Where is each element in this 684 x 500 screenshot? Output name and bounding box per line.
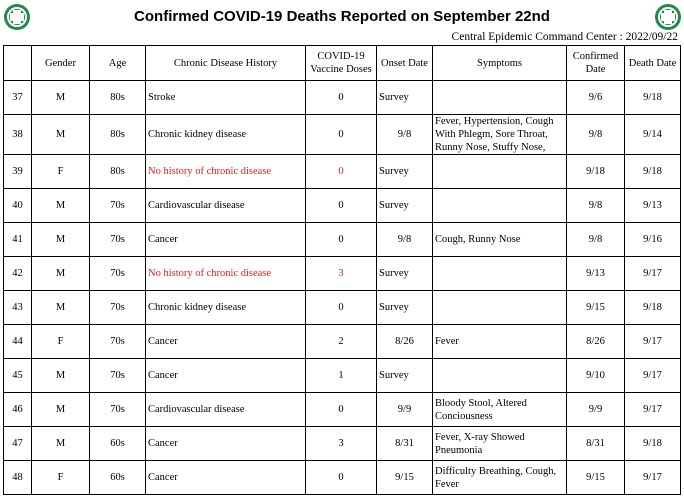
death-date-cell: 9/13 (625, 189, 681, 223)
doses-cell: 0 (306, 155, 377, 189)
gender-cell: M (32, 291, 90, 325)
row-number-cell: 40 (4, 189, 32, 223)
column-header-doses: COVID-19 Vaccine Doses (306, 46, 377, 81)
gender-cell: M (32, 359, 90, 393)
confirmed-date-cell: 9/10 (567, 359, 625, 393)
death-date-cell: 9/18 (625, 155, 681, 189)
row-number-cell: 39 (4, 155, 32, 189)
symptoms-cell: Cough, Runny Nose (433, 223, 567, 257)
source-line: Central Epidemic Command Center : 2022/09/22 (451, 31, 678, 43)
confirmed-date-cell: 9/18 (567, 155, 625, 189)
onset-cell: 9/8 (377, 115, 433, 155)
onset-cell: 9/8 (377, 223, 433, 257)
table-row (4, 393, 681, 427)
row-number-cell: 48 (4, 461, 32, 495)
table-row (4, 115, 681, 155)
age-cell: 70s (90, 359, 146, 393)
table-row (4, 189, 681, 223)
confirmed-date-cell: 9/15 (567, 461, 625, 495)
deaths-table (3, 45, 681, 495)
death-date-cell: 9/18 (625, 81, 681, 115)
row-number-cell: 47 (4, 427, 32, 461)
row-number-cell: 41 (4, 223, 32, 257)
gender-cell: F (32, 325, 90, 359)
history-cell: Chronic kidney disease (146, 291, 306, 325)
history-cell: Cancer (146, 223, 306, 257)
doses-cell: 0 (306, 291, 377, 325)
history-cell: Chronic kidney disease (146, 115, 306, 155)
onset-cell: Survey (377, 291, 433, 325)
onset-cell: 8/31 (377, 427, 433, 461)
symptoms-cell: Fever, Hypertension, Cough With Phlegm, Sore Throat, Runny Nose, Stuffy Nose, (433, 115, 567, 155)
doses-cell: 3 (306, 427, 377, 461)
symptoms-cell (433, 291, 567, 325)
table-row (4, 291, 681, 325)
age-cell: 80s (90, 155, 146, 189)
gender-cell: M (32, 81, 90, 115)
history-cell: Cancer (146, 427, 306, 461)
column-header-age: Age (90, 46, 146, 81)
table-row (4, 461, 681, 495)
row-number-cell: 37 (4, 81, 32, 115)
symptoms-cell: Fever, X-ray Showed Pneumonia (433, 427, 567, 461)
page-title: Confirmed COVID-19 Deaths Reported on September 22nd (134, 8, 550, 25)
row-number-cell: 45 (4, 359, 32, 393)
history-cell: Cancer (146, 325, 306, 359)
doses-cell: 0 (306, 115, 377, 155)
table-row (4, 81, 681, 115)
death-date-cell: 9/17 (625, 359, 681, 393)
onset-cell: Survey (377, 359, 433, 393)
confirmed-date-cell: 9/13 (567, 257, 625, 291)
doses-cell: 0 (306, 189, 377, 223)
symptoms-cell (433, 257, 567, 291)
gender-cell: M (32, 223, 90, 257)
history-cell: Cardiovascular disease (146, 393, 306, 427)
gender-cell: F (32, 155, 90, 189)
age-cell: 60s (90, 427, 146, 461)
column-header-onset: Onset Date (377, 46, 433, 81)
row-number-cell: 38 (4, 115, 32, 155)
onset-cell: Survey (377, 81, 433, 115)
doses-cell: 2 (306, 325, 377, 359)
onset-cell: Survey (377, 189, 433, 223)
doses-cell: 0 (306, 393, 377, 427)
onset-cell: Survey (377, 155, 433, 189)
onset-cell: 9/15 (377, 461, 433, 495)
death-date-cell: 9/17 (625, 257, 681, 291)
confirmed-date-cell: 8/26 (567, 325, 625, 359)
table-row (4, 427, 681, 461)
history-cell: Cancer (146, 359, 306, 393)
death-date-cell: 9/18 (625, 427, 681, 461)
row-number-cell: 43 (4, 291, 32, 325)
table-header-row (4, 46, 681, 81)
death-date-cell: 9/17 (625, 393, 681, 427)
onset-cell: 8/26 (377, 325, 433, 359)
table-row (4, 257, 681, 291)
age-cell: 80s (90, 81, 146, 115)
age-cell: 70s (90, 223, 146, 257)
table-row (4, 223, 681, 257)
gender-cell: M (32, 427, 90, 461)
age-cell: 70s (90, 325, 146, 359)
gender-cell: M (32, 189, 90, 223)
age-cell: 80s (90, 115, 146, 155)
column-header-symptoms: Symptoms (433, 46, 567, 81)
onset-cell: 9/9 (377, 393, 433, 427)
table-row (4, 155, 681, 189)
confirmed-date-cell: 9/8 (567, 115, 625, 155)
gender-cell: F (32, 461, 90, 495)
gender-cell: M (32, 257, 90, 291)
age-cell: 70s (90, 257, 146, 291)
death-date-cell: 9/14 (625, 115, 681, 155)
symptoms-cell (433, 81, 567, 115)
symptoms-cell: Fever (433, 325, 567, 359)
death-date-cell: 9/18 (625, 291, 681, 325)
confirmed-date-cell: 9/8 (567, 223, 625, 257)
confirmed-date-cell: 9/9 (567, 393, 625, 427)
column-header-number (4, 46, 32, 81)
symptoms-cell (433, 359, 567, 393)
history-cell: Stroke (146, 81, 306, 115)
death-date-cell: 9/17 (625, 325, 681, 359)
age-cell: 70s (90, 189, 146, 223)
table-row (4, 325, 681, 359)
doses-cell: 0 (306, 223, 377, 257)
gender-cell: M (32, 393, 90, 427)
confirmed-date-cell: 9/15 (567, 291, 625, 325)
death-date-cell: 9/16 (625, 223, 681, 257)
confirmed-date-cell: 9/6 (567, 81, 625, 115)
doses-cell: 1 (306, 359, 377, 393)
history-cell: No history of chronic disease (146, 257, 306, 291)
doses-cell: 3 (306, 257, 377, 291)
age-cell: 70s (90, 393, 146, 427)
age-cell: 70s (90, 291, 146, 325)
confirmed-date-cell: 8/31 (567, 427, 625, 461)
doses-cell: 0 (306, 461, 377, 495)
symptoms-cell (433, 155, 567, 189)
doses-cell: 0 (306, 81, 377, 115)
symptoms-cell: Difficulty Breathing, Cough, Fever (433, 461, 567, 495)
row-number-cell: 46 (4, 393, 32, 427)
column-header-history: Chronic Disease History (146, 46, 306, 81)
confirmed-date-cell: 9/8 (567, 189, 625, 223)
row-number-cell: 42 (4, 257, 32, 291)
age-cell: 60s (90, 461, 146, 495)
gender-cell: M (32, 115, 90, 155)
table-row (4, 359, 681, 393)
history-cell: Cardiovascular disease (146, 189, 306, 223)
death-date-cell: 9/17 (625, 461, 681, 495)
column-header-gender: Gender (32, 46, 90, 81)
history-cell: Cancer (146, 461, 306, 495)
onset-cell: Survey (377, 257, 433, 291)
symptoms-cell: Bloody Stool, Altered Conciousness (433, 393, 567, 427)
row-number-cell: 44 (4, 325, 32, 359)
history-cell: No history of chronic disease (146, 155, 306, 189)
symptoms-cell (433, 189, 567, 223)
column-header-death: Death Date (625, 46, 681, 81)
column-header-confirmed: Confirmed Date (567, 46, 625, 81)
